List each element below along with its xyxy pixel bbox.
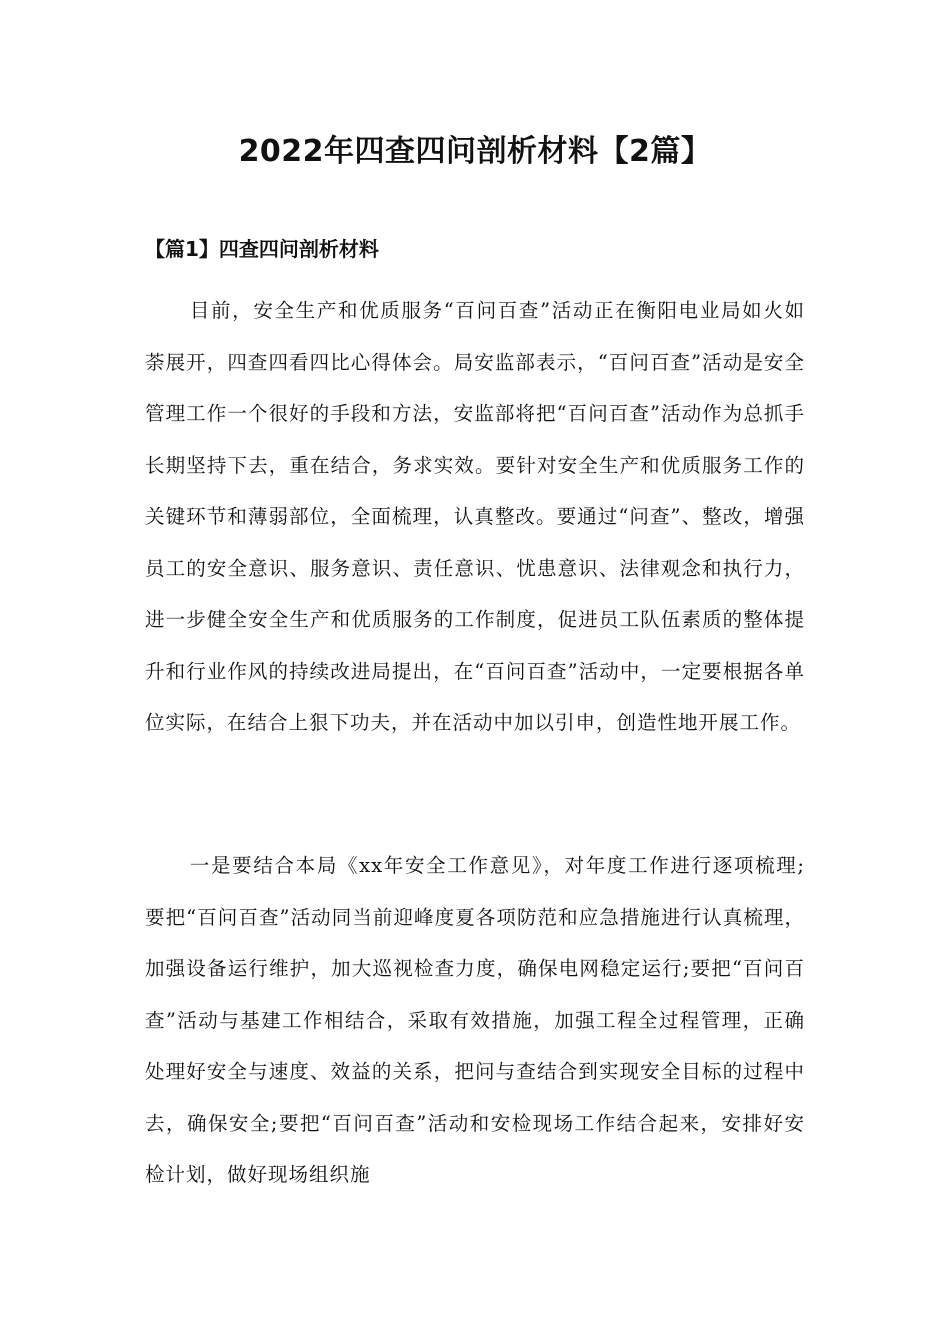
paragraph-container-2 <box>145 840 805 1201</box>
document-title: 2022年四查四问剖析材料【2篇】 <box>238 134 712 169</box>
paragraph-container-1 <box>145 285 805 749</box>
body-paragraph-1: 目前，安全生产和优质服务“百问百查”活动正在衡阳电业局如火如荼展开，四查四看四比心得体会。局安监部表示，“百问百查”活动是安全管理工作一个很好的手段和方法，安监部将把“百问百查”活动作为总抓手长期坚持下去，重在结合，务求实效。要针对安全生产和优质服务工作的关键环节和薄弱部位，全面梳理，认真整改。要通过“问查”、整改，增强员工的安全意识、服务意识、责任意识、忧患意识、法律观念和执行力，进一步健全安全生产和优质服务的工作制度，促进员工队伍素质的整体提升和行业作风的持续改进局提出，在“百问百查”活动中，一定要根据各单位实际，在结合上狠下功夫，并在活动中加以引申，创造性地开展工作。 <box>145 299 805 734</box>
section-heading: 【篇1】四查四问剖析材料 <box>145 237 379 261</box>
body-paragraph-2: 一是要结合本局《xx年安全工作意见》，对年度工作进行逐项梳理;要把“百问百查”活动同当前迎峰度夏各项防范和应急措施进行认真梳理，加强设备运行维护，加大巡视检查力度，确保电网稳定运行;要把“百问百查”活动与基建工作相结合，采取有效措施，加强工程全过程管理，正确处理好安全与速度、效益的关系，把问与查结合到实现安全目标的过程中去，确保安全;要把“百问百查”活动和安检现场工作结合起来，安排好安检计划，做好现场组织施 <box>145 854 805 1186</box>
